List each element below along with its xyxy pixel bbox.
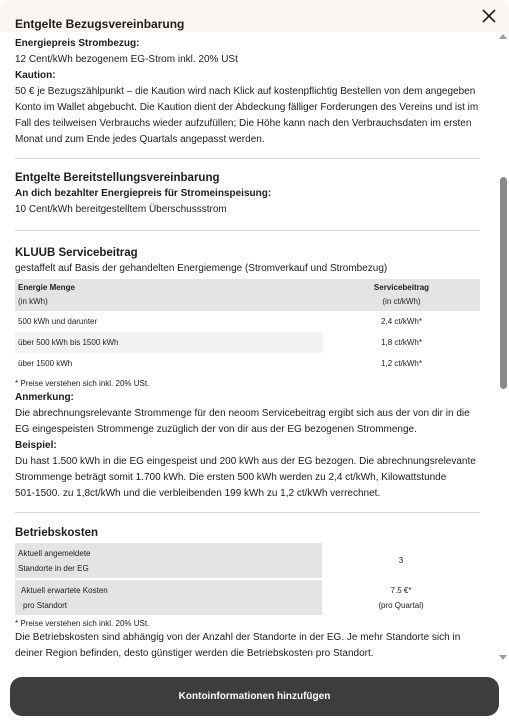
operating-line: deiner Region befinden, desto günstiger werden die Betriebskosten pro Standort. bbox=[15, 648, 374, 659]
row-label: Aktuell erwartete Kosten bbox=[21, 585, 108, 595]
scrollbar[interactable] bbox=[497, 32, 509, 666]
row-label: Aktuell angemeldete bbox=[18, 548, 91, 558]
table-row bbox=[15, 543, 480, 578]
example-line: Du hast 1.500 kWh in die EG eingespeist und 200 kWh aus der EG bezogen. Die abrechnungsrelevante bbox=[15, 456, 476, 467]
operating-costs-title: Betriebskosten bbox=[15, 527, 99, 539]
table-cell-fee: 1,8 ct/kWh* bbox=[381, 338, 422, 347]
note-line: EG eingespeisten Strommenge zuzüglich der von dir aus der EG bezogenen Strommenge. bbox=[15, 424, 417, 435]
deposit-line: Monat und zum Ende jedes Quartals angepasst werden. bbox=[15, 134, 265, 145]
table-header-row bbox=[15, 279, 480, 311]
note-label: Anmerkung: bbox=[15, 392, 74, 403]
partial-heading: Entgelte Bezugsvereinbarung bbox=[15, 17, 185, 31]
modal-content bbox=[15, 36, 480, 662]
row-label: Standorte in der EG bbox=[18, 563, 89, 573]
table-cell-range: über 1500 kWh bbox=[15, 353, 323, 374]
table-cell-range: über 500 kWh bis 1500 kWh bbox=[15, 332, 323, 353]
scroll-up-arrow-icon[interactable] bbox=[499, 34, 507, 39]
cost-value: 7.5 €* bbox=[390, 585, 412, 595]
table-cell-fee: 2,4 ct/kWh* bbox=[381, 317, 422, 326]
table-row bbox=[15, 353, 480, 374]
cost-period: (pro Quartal) bbox=[378, 600, 424, 610]
close-button[interactable] bbox=[479, 6, 499, 26]
note-text bbox=[15, 406, 480, 438]
deposit-label: Kaution: bbox=[15, 70, 56, 81]
header-fee-label: Servicebeitrag bbox=[373, 283, 430, 292]
table-cell-range: 500 kWh und darunter bbox=[15, 311, 323, 332]
add-account-info-button[interactable]: Kontoinformationen hinzufügen bbox=[10, 677, 499, 716]
table-row bbox=[15, 580, 480, 615]
table-header-energy bbox=[15, 279, 323, 311]
energy-price-value: 12 Cent/kWh bezogenem EG-Strom inkl. 20% USt bbox=[15, 54, 238, 65]
table-cell-value bbox=[322, 580, 480, 615]
table-header-fee bbox=[323, 279, 480, 311]
example-line: 501-1500. zu 1,8ct/kWh und die verbleibenden 199 kWh zu 1,2 ct/kWh verrechnet. bbox=[15, 488, 381, 499]
operating-costs-table bbox=[15, 543, 480, 615]
example-label: Beispiel: bbox=[15, 440, 57, 451]
modal-header bbox=[0, 0, 509, 32]
modal-scroll-area[interactable] bbox=[0, 32, 497, 666]
service-fee-subtitle: gestaffelt auf Basis der gehandelten Energiemenge (Stromverkauf und Strombezug) bbox=[15, 263, 388, 274]
energy-price-label: Energiepreis Strombezug: bbox=[15, 38, 140, 49]
service-footnote: * Preise verstehen sich inkl. 20% USt. bbox=[15, 379, 150, 388]
table-cell-value: 3 bbox=[398, 556, 404, 565]
service-fee-title: KLUUB Servicebeitrag bbox=[15, 247, 138, 259]
operating-line: Die Betriebskosten sind abhängig von der Anzahl der Standorte in der EG. Je mehr Standorte sich in bbox=[15, 632, 461, 643]
feed-in-price-label: An dich bezahlter Energiepreis für Stromeinspeisung: bbox=[15, 188, 272, 199]
header-energy-unit: (in kWh) bbox=[18, 297, 48, 306]
operating-text bbox=[15, 630, 480, 662]
deposit-line: Fall des teilweisen Verbrauchs wieder aufzufüllen; Die Höhe kann nach den Verbrauchsdaten im ersten bbox=[15, 118, 472, 129]
example-text bbox=[15, 454, 480, 502]
service-fee-table bbox=[15, 279, 480, 374]
row-label: pro Standort bbox=[23, 600, 68, 610]
close-icon bbox=[479, 6, 499, 26]
table-cell-fee: 1,2 ct/kWh* bbox=[381, 359, 422, 368]
provision-title: Entgelte Bereitstellungsvereinbarung bbox=[15, 172, 220, 184]
note-line: Die abrechnungsrelevante Strommenge für den neoom Servicebeitrag ergibt sich aus der von dir in die bbox=[15, 408, 470, 419]
example-line: Strommenge beträgt somit 1.700 kWh. Die ersten 500 kWh werden zu 2,4 ct/kWh, Kilowattstunde bbox=[15, 472, 447, 483]
header-fee-unit: (in ct/kWh) bbox=[382, 297, 421, 306]
table-cell-label bbox=[15, 543, 322, 578]
scroll-down-arrow-icon[interactable] bbox=[499, 655, 507, 660]
scrollbar-thumb[interactable] bbox=[500, 177, 507, 389]
operating-footnote: * Preise verstehen sich inkl. 20% USt. bbox=[15, 619, 150, 628]
header-energy-label: Energie Menge bbox=[18, 283, 75, 292]
feed-in-price-value: 10 Cent/kWh bereitgestelltem Überschussstrom bbox=[15, 204, 227, 215]
divider bbox=[15, 158, 480, 159]
table-cell-label bbox=[15, 580, 322, 615]
table-row bbox=[15, 311, 480, 332]
divider bbox=[15, 230, 480, 231]
deposit-line: 50 € je Bezugszählpunkt – die Kaution wird nach Klick auf kostenpflichtig Bestellen von dem angegeben bbox=[15, 86, 476, 97]
deposit-line: Konto im Wallet abgebucht. Die Kaution dient der Abdeckung fälliger Forderungen des Vereins und ist im bbox=[15, 102, 479, 113]
divider bbox=[15, 512, 480, 513]
table-row bbox=[15, 332, 480, 353]
deposit-text bbox=[15, 84, 480, 148]
